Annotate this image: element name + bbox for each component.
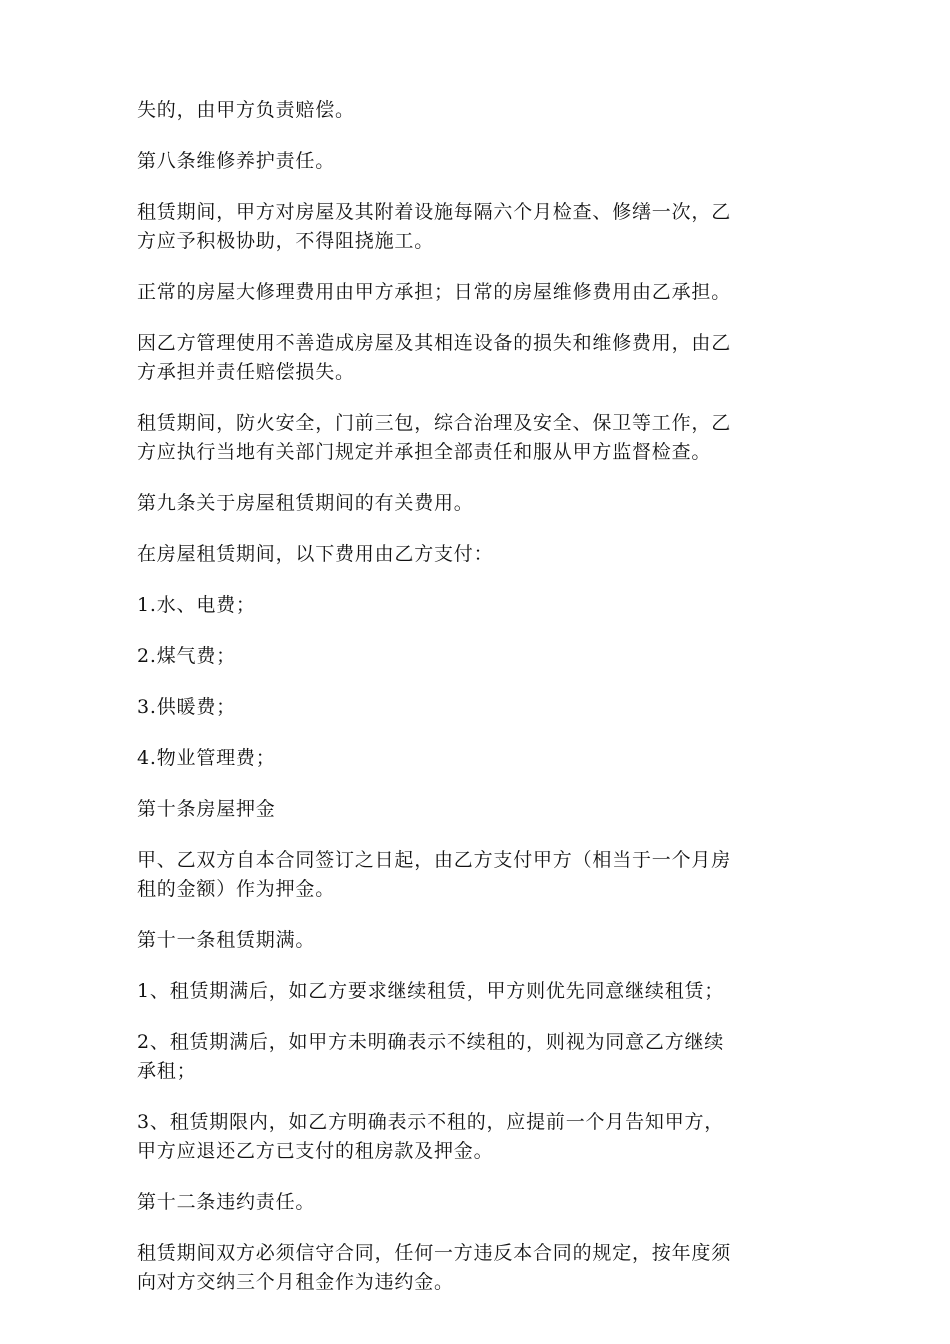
text-line: 2.煤气费； [137, 645, 236, 667]
text-line: 3.供暖费； [137, 696, 236, 718]
text-line: 2、租赁期满后，如甲方未明确表示不续租的，则视为同意乙方继续 [137, 1031, 725, 1053]
text-line: 甲方应退还乙方已支付的租房款及押金。 [137, 1140, 494, 1162]
text-line: 甲、乙双方自本合同签订之日起，由乙方支付甲方（相当于一个月房 [137, 849, 732, 871]
text-line: 正常的房屋大修理费用由甲方承担；日常的房屋维修费用由乙承担。 [137, 281, 732, 303]
paragraph [137, 540, 817, 569]
list-item [137, 642, 817, 671]
section-heading-11 [137, 926, 817, 955]
document-body [137, 96, 817, 1319]
text-line: 第八条维修养护责任。 [137, 150, 336, 172]
section-heading-8 [137, 147, 817, 176]
text-line: 租的金额）作为押金。 [137, 878, 336, 900]
text-line: 因乙方管理使用不善造成房屋及其相连设备的损失和维修费用，由乙 [137, 332, 732, 354]
list-item [137, 1028, 817, 1086]
text-line: 方承担并责任赔偿损失。 [137, 361, 355, 383]
paragraph [137, 278, 817, 307]
text-line: 第九条关于房屋租赁期间的有关费用。 [137, 492, 474, 514]
text-line: 向对方交纳三个月租金作为违约金。 [137, 1271, 454, 1293]
paragraph [137, 846, 817, 904]
text-line: 租赁期间，甲方对房屋及其附着设施每隔六个月检查、修缮一次，乙 [137, 201, 732, 223]
list-item [137, 744, 817, 773]
paragraph [137, 329, 817, 387]
text-line: 第十条房屋押金 [137, 798, 276, 820]
text-line: 4.物业管理费； [137, 747, 276, 769]
paragraph [137, 96, 817, 125]
text-line: 1.水、电费； [137, 594, 256, 616]
text-line: 失的，由甲方负责赔偿。 [137, 99, 355, 121]
text-line: 承租； [137, 1060, 197, 1082]
text-line: 第十二条违约责任。 [137, 1191, 316, 1213]
list-item [137, 591, 817, 620]
text-line: 在房屋租赁期间，以下费用由乙方支付： [137, 543, 494, 565]
text-line: 租赁期间双方必须信守合同，任何一方违反本合同的规定，按年度须 [137, 1242, 732, 1264]
text-line: 方应执行当地有关部门规定并承担全部责任和服从甲方监督检查。 [137, 441, 712, 463]
list-item [137, 1108, 817, 1166]
text-line: 1、租赁期满后，如乙方要求继续租赁，甲方则优先同意继续租赁； [137, 980, 725, 1002]
paragraph [137, 409, 817, 467]
paragraph [137, 198, 817, 256]
section-heading-9 [137, 489, 817, 518]
list-item [137, 977, 817, 1006]
text-line: 第十一条租赁期满。 [137, 929, 316, 951]
section-heading-10 [137, 795, 817, 824]
text-line: 方应予积极协助，不得阻挠施工。 [137, 230, 435, 252]
section-heading-12 [137, 1188, 817, 1217]
text-line: 租赁期间，防火安全，门前三包，综合治理及安全、保卫等工作，乙 [137, 412, 732, 434]
paragraph [137, 1239, 817, 1297]
text-line: 3、租赁期限内，如乙方明确表示不租的，应提前一个月告知甲方， [137, 1111, 725, 1133]
list-item [137, 693, 817, 722]
